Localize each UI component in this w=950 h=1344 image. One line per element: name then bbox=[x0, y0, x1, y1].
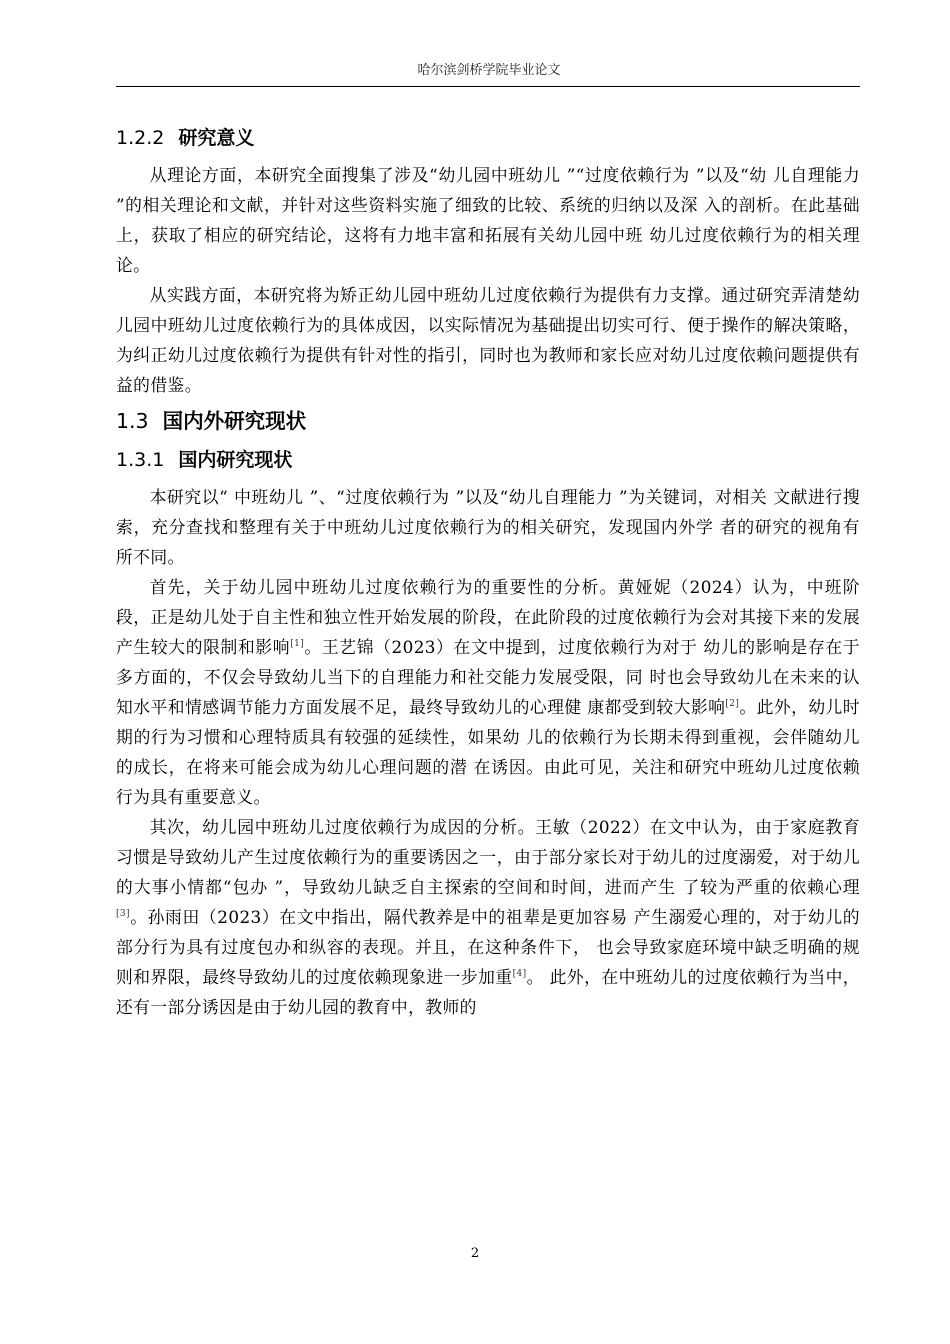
paragraph-text: 。 此外，在中班幼儿的过度依赖行为当中，还有一部分诱因是由于幼儿园的教育中，教师的 bbox=[116, 967, 860, 1017]
paragraph-text: 其次，幼儿园中班幼儿过度依赖行为成因的分析。王敏（2022）在文中认为，由于家庭教育习惯是导致幼儿产生过度依赖行为的重要诱因之一，由于部分家长对于幼儿的过度溺爱，对于幼儿的大事小情都“包办 ”，导致幼儿缺乏自主探索的空间和时间，进而产生 了较为严重的依赖心理 bbox=[116, 817, 860, 897]
section-number: 1.3.1 bbox=[116, 449, 165, 471]
paragraph-text: 。此外，幼儿时期的行为习惯和心理特质具有较强的延续性，如果幼 儿的依赖行为长期未得到重视，会伴随幼儿的成长，在将来可能会成为幼儿心理问题的潜 在诱因。由此可见，关注和研究中班幼儿过度依赖行为具有重要意义。 bbox=[116, 697, 860, 807]
citation-ref-3: [3] bbox=[116, 909, 130, 919]
page-body bbox=[116, 120, 860, 1022]
paragraph-theory: 从理论方面，本研究全面搜集了涉及“幼儿园中班幼儿 ”“过度依赖行为 ”以及“幼 儿自理能力 ”的相关理论和文献，并针对这些资料实施了细致的比较、系统的归纳以及深 入的剖析。在此基础上，获取了相应的研究结论，这将有力地丰富和拓展有关幼儿园中班 幼儿过度依赖行为的相关理论。 bbox=[116, 165, 860, 275]
paragraph-text: 。王艺锦（2023）在文中提到，过度依赖行为对于 幼儿的影响是存在于多方面的，不仅会导致幼儿当下的自理能力和社交能力发展受限，同 时也会导致幼儿在未来的认知水平和情感调节能力方面发展不足，最终导致幼儿的心理健 康都受到较大影响 bbox=[116, 637, 860, 717]
citation-ref-1: [1] bbox=[290, 639, 305, 649]
paragraph-keywords: 本研究以“ 中班幼儿 ”、“过度依赖行为 ”以及“幼儿自理能力 ”为关键词，对相关 文献进行搜索，充分查找和整理有关于中班幼儿过度依赖行为的相关研究，发现国内外学 者的研究的视角有所不同。 bbox=[116, 487, 860, 567]
citation-ref-2: [2] bbox=[725, 699, 740, 709]
section-heading-1-3 bbox=[116, 402, 860, 440]
section-title: 国内研究现状 bbox=[178, 449, 293, 471]
section-title: 研究意义 bbox=[178, 127, 255, 149]
paragraph-text: 首先，关于幼儿园中班幼儿过度依赖行为的重要性的分析。黄娅妮（2024）认为，中班阶段，正是幼儿处于自主性和独立性开始发展的阶段，在此阶段的过度依赖行为会对其接下来的发展产生较大的限制和影响 bbox=[116, 577, 860, 657]
running-header: 哈尔滨剑桥学院毕业论文 bbox=[417, 63, 561, 78]
paragraph-causes bbox=[116, 812, 860, 1022]
page-number: 2 bbox=[470, 1246, 480, 1261]
paragraph-text: 。孙雨田（2023）在文中指出，隔代教养是中的祖辈是更加容易 产生溺爱心理的，对于幼儿的部分行为具有过度包办和纵容的表现。并且，在这种条件下， 也会导致家庭环境中缺乏明确的规则和界限，最终导致幼儿的过度依赖现象进一步加重 bbox=[116, 907, 860, 987]
header-rule bbox=[116, 86, 860, 87]
section-heading-1-3-1 bbox=[116, 442, 860, 478]
section-heading-1-2-2 bbox=[116, 120, 860, 156]
section-title: 国内外研究现状 bbox=[162, 409, 307, 433]
paragraph-importance bbox=[116, 572, 860, 812]
section-number: 1.3 bbox=[116, 409, 149, 433]
section-number: 1.2.2 bbox=[116, 127, 165, 149]
citation-ref-4: [4] bbox=[512, 969, 527, 979]
paragraph-practice: 从实践方面，本研究将为矫正幼儿园中班幼儿过度依赖行为提供有力支撑。通过研究弄清楚幼儿园中班幼儿过度依赖行为的具体成因，以实际情况为基础提出切实可行、便于操作的解决策略，为纠正幼儿过度依赖行为提供有针对性的指引，同时也为教师和家长应对幼儿过度依赖问题提供有益的借鉴。 bbox=[116, 285, 860, 395]
